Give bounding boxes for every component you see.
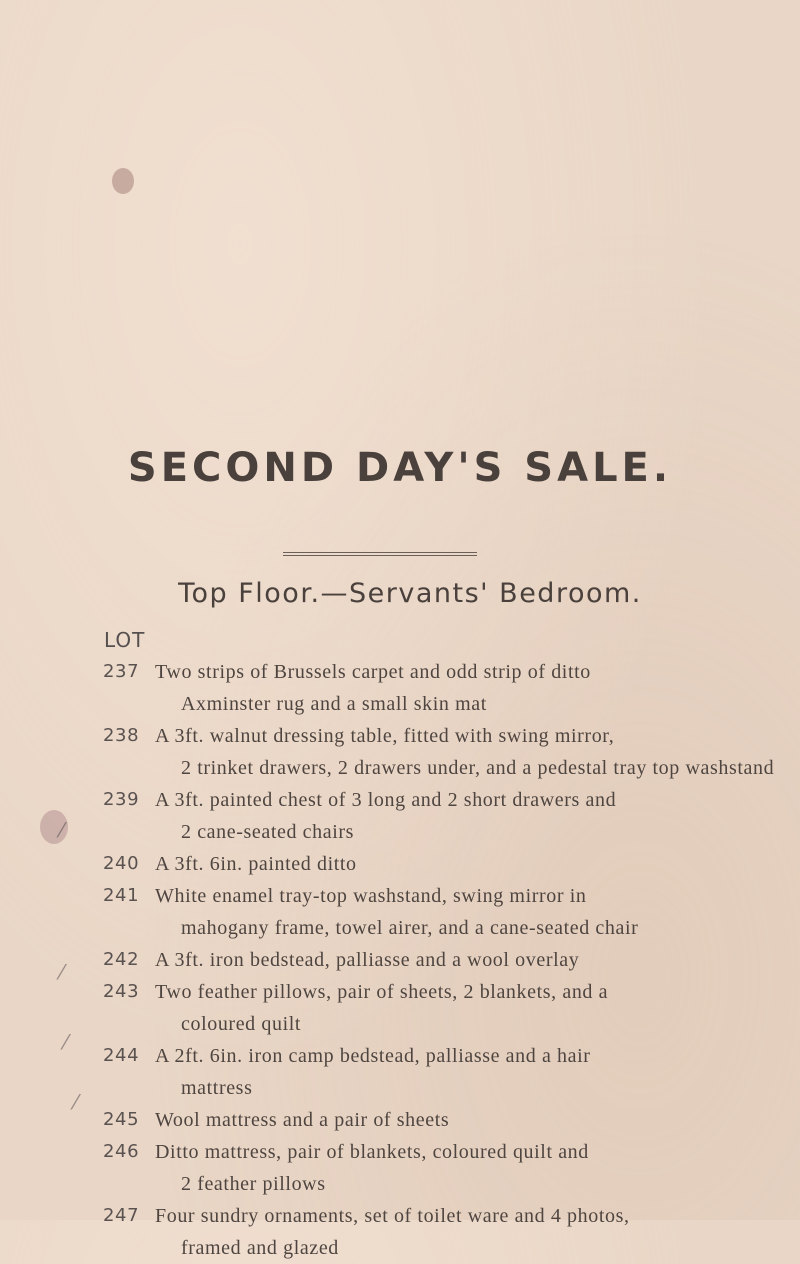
lot-description <box>155 1040 795 1104</box>
lot-entry <box>0 944 800 976</box>
lot-column-label: LOT <box>104 628 146 652</box>
lot-entry <box>0 1200 800 1264</box>
lot-entry <box>0 880 800 944</box>
lot-number: 245 <box>103 1109 140 1130</box>
lot-description-continuation: Axminster rug and a small skin mat <box>181 693 487 715</box>
lot-entry <box>0 784 800 848</box>
pencil-mark: ⁄ <box>64 1030 68 1054</box>
lot-description-line: A 3ft. iron bedstead, palliasse and a wool overlay <box>155 949 580 971</box>
lot-entry <box>0 1136 800 1200</box>
lot-description-continuation: 2 feather pillows <box>181 1173 326 1195</box>
lot-description <box>155 1136 795 1200</box>
lot-description-line: A 2ft. 6in. iron camp bedstead, palliasse and a hair <box>155 1045 591 1067</box>
lot-description-line: A 3ft. 6in. painted ditto <box>155 853 357 875</box>
lot-description-line: Two strips of Brussels carpet and odd strip of ditto <box>155 661 591 683</box>
lot-description-continuation: 2 cane-seated chairs <box>181 821 355 843</box>
lot-description-continuation: framed and glazed <box>181 1237 339 1259</box>
lot-description <box>155 656 795 720</box>
lot-number: 246 <box>103 1141 140 1162</box>
lot-description <box>155 976 795 1040</box>
lot-description-continuation: mahogany frame, towel airer, and a cane-seated chair <box>181 917 639 939</box>
lot-description <box>155 848 795 880</box>
lot-description <box>155 944 795 976</box>
lot-number: 241 <box>103 885 140 906</box>
lot-entry <box>0 656 800 720</box>
lot-description <box>155 880 795 944</box>
lot-entry <box>0 848 800 880</box>
lot-number: 244 <box>103 1045 140 1066</box>
lot-number: 247 <box>103 1205 140 1226</box>
lot-description-line: A 3ft. walnut dressing table, fitted with swing mirror, <box>155 725 615 747</box>
lot-entry <box>0 976 800 1040</box>
lot-number: 243 <box>103 981 140 1002</box>
lot-description <box>155 720 795 784</box>
lot-number: 238 <box>103 725 140 746</box>
pencil-mark: ⁄ <box>74 1090 78 1114</box>
lot-number: 239 <box>103 789 140 810</box>
lot-number: 237 <box>103 661 140 682</box>
section-title: Top Floor.—Servants' Bedroom. <box>178 578 642 609</box>
lot-description-continuation: coloured quilt <box>181 1013 302 1035</box>
lot-entry <box>0 1104 800 1136</box>
lot-entry <box>0 720 800 784</box>
lot-description-line: Four sundry ornaments, set of toilet ware and 4 photos, <box>155 1205 630 1227</box>
title-rule <box>283 552 477 553</box>
pencil-mark: ⁄ <box>60 818 64 842</box>
lot-description-line: A 3ft. painted chest of 3 long and 2 short drawers and <box>155 789 617 811</box>
lot-entry <box>0 1040 800 1104</box>
lot-description-line: White enamel tray-top washstand, swing mirror in <box>155 885 587 907</box>
lot-list <box>0 656 800 1264</box>
title-rule <box>283 555 477 556</box>
ink-stain <box>112 168 134 194</box>
lot-description <box>155 1200 795 1264</box>
lot-description-continuation: mattress <box>181 1077 253 1099</box>
lot-description <box>155 1104 795 1136</box>
lot-number: 240 <box>103 853 140 874</box>
lot-description-line: Ditto mattress, pair of blankets, coloured quilt and <box>155 1141 589 1163</box>
lot-number: 242 <box>103 949 140 970</box>
lot-description-line: Two feather pillows, pair of sheets, 2 blankets, and a <box>155 981 609 1003</box>
page-title: SECOND DAY'S SALE. <box>127 445 673 491</box>
lot-description-line: Wool mattress and a pair of sheets <box>155 1109 450 1131</box>
pencil-mark: ⁄ <box>60 960 64 984</box>
lot-description-continuation: 2 trinket drawers, 2 drawers under, and a pedestal tray top washstand <box>181 757 775 779</box>
lot-description <box>155 784 795 848</box>
